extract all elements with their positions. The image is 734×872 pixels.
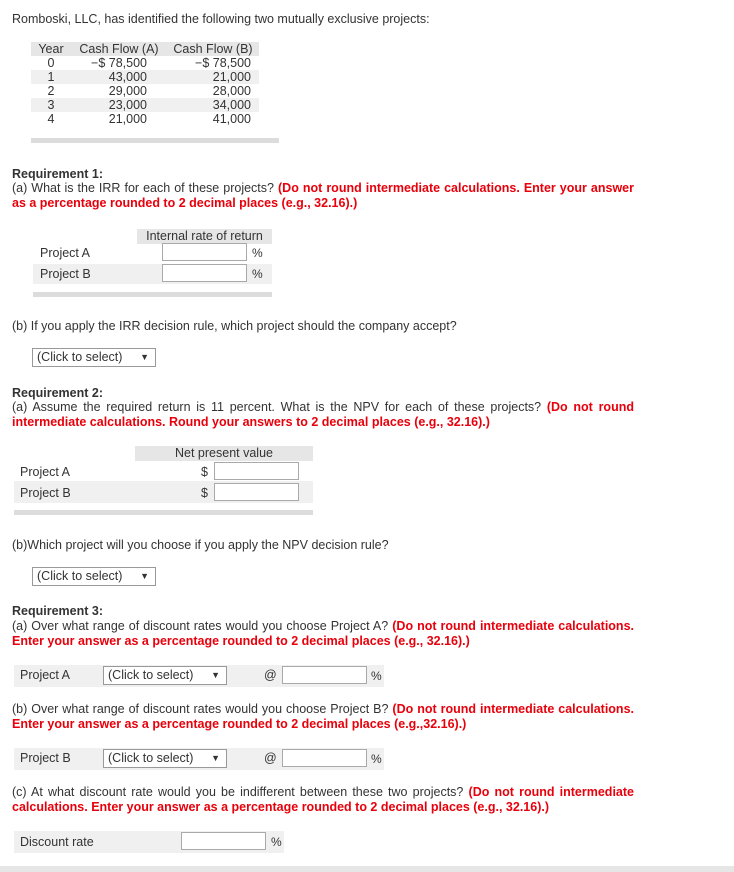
cell: 21,000 [108,112,147,126]
req2-a-instructions: (Do not round intermediate calculations. Round your answers to 2 decimal places (e.g., 32.16).) [12,400,634,429]
cell: 43,000 [71,70,167,84]
irr-project-a-label: Project A [40,246,91,260]
discount-rate-label: Discount rate [20,835,94,849]
select-label: (Click to select) [108,751,194,765]
discount-rate-input[interactable] [181,832,266,850]
cell: 28,000 [212,84,251,98]
cell: 34,000 [167,98,259,112]
req3-b-question [12,702,634,732]
irr-decision-select[interactable] [32,348,156,367]
col-cash-b: Cash Flow (B) [167,42,259,56]
req3-c-instructions: (Do not round intermediate calculations. Enter your answer as a percentage rounded to 2 decimal places (e.g., 32.16).) [12,785,634,814]
npv-decision-select[interactable] [32,567,156,586]
irr-project-a-input[interactable] [162,243,247,261]
req1-a-instructions: (Do not round intermediate calculations. Enter your answer as a percentage rounded to 2 decimal places (e.g., 32.16).) [12,181,634,210]
cash-flow-table [31,42,259,126]
irr-project-b-label: Project B [40,267,91,281]
npv-header: Net present value [135,446,313,461]
table-divider [31,138,279,143]
dropdown-arrow-icon: ▼ [211,670,220,680]
cell: 23,000 [71,98,167,112]
percent-sign: % [252,246,263,260]
req1-a-text: (a) What is the IRR for each of these projects? [12,181,274,195]
select-label: (Click to select) [37,350,123,364]
cell: −$ 78,500 [91,56,147,70]
npv-project-a-input[interactable] [214,462,299,480]
dropdown-arrow-icon: ▼ [140,571,149,581]
req3-a-instructions: (Do not round intermediate calculations. Enter your answer as a percentage rounded to 2 decimal places (e.g., 32.16).) [12,619,634,648]
dollar-sign: $ [201,465,208,479]
req3-b-text: (b) Over what range of discount rates would you choose Project B? [12,702,389,716]
req3-c-question [12,785,634,815]
req3-c-text: (c) At what discount rate would you be indifferent between these two projects? [12,785,464,799]
select-label: (Click to select) [108,668,194,682]
select-label: (Click to select) [37,569,123,583]
cell: 4 [47,112,55,126]
project-b-range-select[interactable] [103,749,227,768]
project-a-range-select[interactable] [103,666,227,685]
npv-project-b-input[interactable] [214,483,299,501]
bottom-border [0,866,734,872]
irr-project-b-input[interactable] [162,264,247,282]
project-a-rate-input[interactable] [282,666,367,684]
req2-heading: Requirement 2: [12,386,103,400]
at-sign: @ [264,668,277,682]
col-cash-a: Cash Flow (A) [71,42,167,56]
cell: 41,000 [212,112,251,126]
project-b-rate-input[interactable] [282,749,367,767]
cell: 0 [47,56,55,70]
req3-a-text: (a) Over what range of discount rates would you choose Project A? [12,619,389,633]
npv-project-a-label: Project A [20,465,71,479]
irr-header: Internal rate of return [137,229,272,244]
table-row [31,56,259,70]
dropdown-arrow-icon: ▼ [211,753,220,763]
cell: 29,000 [108,84,147,98]
intro-text: Romboski, LLC, has identified the following two mutually exclusive projects: [12,12,430,26]
req3-project-a-label: Project A [20,668,71,682]
section-divider [33,292,272,297]
req2-b-question: (b)Which project will you choose if you apply the NPV decision rule? [12,538,389,552]
req1-a-question [12,181,634,211]
cell: 1 [31,70,71,84]
cell: 3 [31,98,71,112]
req3-a-question [12,619,634,649]
req3-project-b-label: Project B [20,751,71,765]
table-row [31,84,259,98]
req3-heading: Requirement 3: [12,604,103,618]
cell: 2 [47,84,55,98]
req1-b-question: (b) If you apply the IRR decision rule, which project should the company accept? [12,319,457,333]
req2-a-text: (a) Assume the required return is 11 percent. What is the NPV for each of these projects? [12,400,542,414]
req2-a-question [12,400,634,430]
percent-sign: % [371,752,382,766]
npv-project-b-label: Project B [20,486,71,500]
percent-sign: % [252,267,263,281]
cell: −$ 78,500 [195,56,251,70]
section-divider [14,510,313,515]
table-row [31,112,259,126]
table-row [31,98,259,112]
dropdown-arrow-icon: ▼ [140,352,149,362]
at-sign: @ [264,751,277,765]
percent-sign: % [271,835,282,849]
req1-heading: Requirement 1: [12,167,103,181]
col-year: Year [31,42,71,56]
req3-b-instructions: (Do not round intermediate calculations. Enter your answer as a percentage rounded to 2 decimal places (e.g.,32.16).) [12,702,634,731]
percent-sign: % [371,669,382,683]
table-row [31,70,259,84]
dollar-sign: $ [201,486,208,500]
cell: 21,000 [167,70,259,84]
